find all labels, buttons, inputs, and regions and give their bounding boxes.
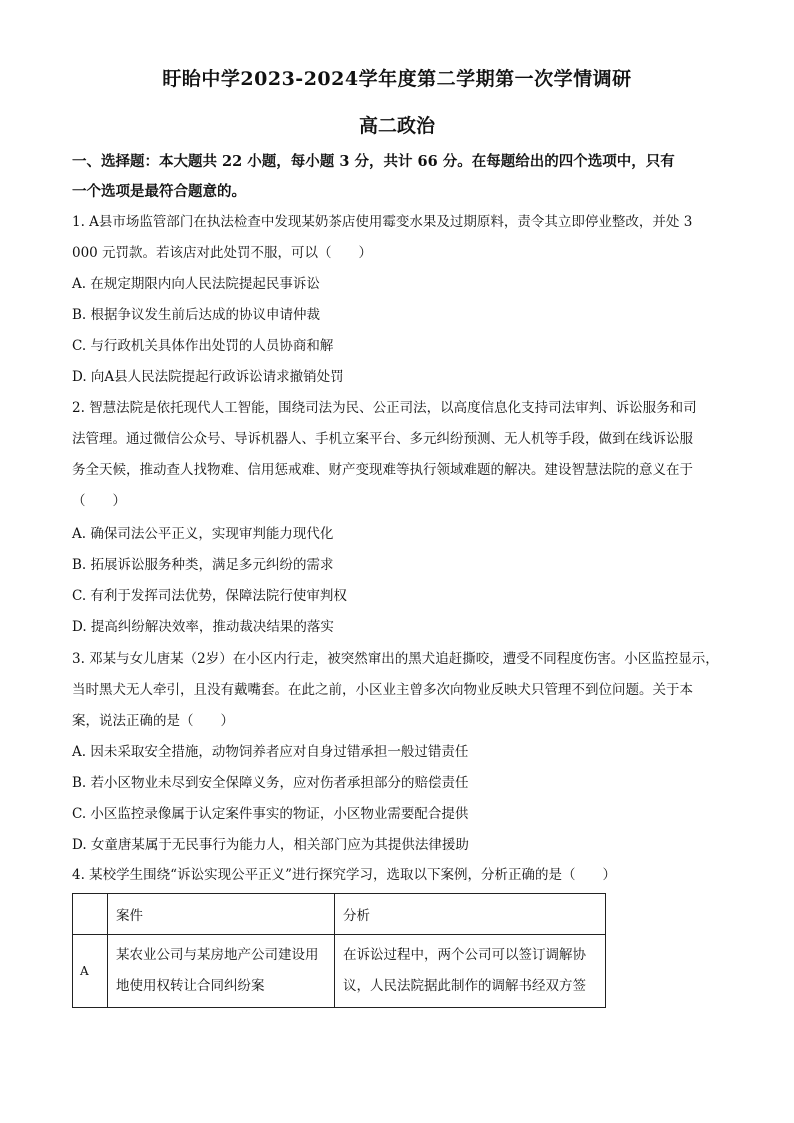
question-2-option-c: C. 有利于发挥司法优势，保障法院行使审判权 (72, 588, 347, 604)
table-header-cell: 案件 (108, 894, 335, 935)
question-1-stem: 1. A县市场监管部门在执法检查中发现某奶茶店使用霉变水果及过期原料，责令其立即停业整改，并处 3 (72, 214, 693, 230)
table-analysis-line: 议，人民法院据此制作的调解书经双方签 (343, 978, 586, 994)
question-3-option-c: C. 小区监控录像属于认定案件事实的物证，小区物业需要配合提供 (72, 806, 469, 822)
question-1-option-b: B. 根据争议发生前后达成的协议申请仲裁 (72, 307, 321, 323)
question-4-stem: 4. 某校学生围绕“诉讼实现公平正义”进行探究学习，选取以下案例，分析正确的是（ ） (72, 867, 616, 883)
question-2-option-d: D. 提高纠纷解决效率，推动裁决结果的落实 (72, 619, 334, 635)
question-3-stem: 案，说法正确的是（ ） (72, 713, 234, 729)
table-case-cell (108, 935, 335, 1008)
question-1-stem: 000 元罚款。若该店对此处罚不服，可以（ ） (72, 245, 373, 261)
section-heading-line: 一个选项是最符合题意的。 (72, 183, 246, 200)
section-heading (72, 147, 724, 207)
question-2-stem: 法管理。通过微信公众号、导诉机器人、手机立案平台、多元纠纷预测、无人机等手段，做到在线诉讼服 (72, 431, 693, 447)
table-analysis-line: 在诉讼过程中，两个公司可以签订调解协 (343, 947, 586, 963)
table-case-line: 某农业公司与某房地产公司建设用 (116, 947, 319, 963)
table-analysis-cell (335, 935, 606, 1008)
question-1-option-d: D. 向A县人民法院提起行政诉讼请求撤销处罚 (72, 369, 344, 385)
question-3-option-b: B. 若小区物业未尽到安全保障义务，应对伤者承担部分的赔偿责任 (72, 775, 469, 791)
question-2-stem: 务全天候，推动查人找物难、信用惩戒难、财产变现难等执行领域难题的解决。建设智慧法院的意义在于 (72, 462, 693, 478)
question-3-stem: 当时黑犬无人牵引，且没有戴嘴套。在此之前，小区业主曾多次向物业反映犬只管理不到位问题。关于本 (72, 682, 693, 698)
question-3-option-d: D. 女童唐某属于无民事行为能力人，相关部门应为其提供法律援助 (72, 837, 469, 853)
section-heading-line: 一、选择题：本大题共 22 小题，每小题 3 分，共计 66 分。在每题给出的四个选项中，只有 (72, 153, 675, 170)
document-subtitle: 高二政治 (358, 115, 435, 137)
table-row (73, 935, 606, 1008)
table-header-cell (73, 894, 108, 935)
question-3-option-a: A. 因未采取安全措施，动物饲养者应对自身过错承担一般过错责任 (72, 744, 469, 760)
table-case-line: 地使用权转让合同纠纷案 (116, 978, 265, 994)
document-title: 盱眙中学2023-2024学年度第二学期第一次学情调研 (162, 68, 632, 90)
question-1-option-c: C. 与行政机关具体作出处罚的人员协商和解 (72, 338, 334, 354)
question-3-stem: 3. 邓某与女儿唐某（2岁）在小区内行走，被突然窜出的黑犬追赶撕咬，遭受不同程度伤害。小区监控显示， (72, 651, 719, 667)
table-row-letter: A (73, 935, 108, 1008)
table-header-row (73, 894, 606, 935)
question-1-option-a: A. 在规定期限内向人民法院提起民事诉讼 (72, 276, 320, 292)
question-2-option-a: A. 确保司法公平正义，实现审判能力现代化 (72, 526, 334, 542)
question-2-stem: 2. 智慧法院是依托现代人工智能，围绕司法为民、公正司法，以高度信息化支持司法审判、诉讼服务和司 (72, 400, 697, 416)
question-2-option-b: B. 拓展诉讼服务种类，满足多元纠纷的需求 (72, 557, 334, 573)
question-2-stem: （ ） (72, 493, 126, 509)
table-header-cell: 分析 (335, 894, 606, 935)
case-analysis-table (72, 893, 606, 1008)
